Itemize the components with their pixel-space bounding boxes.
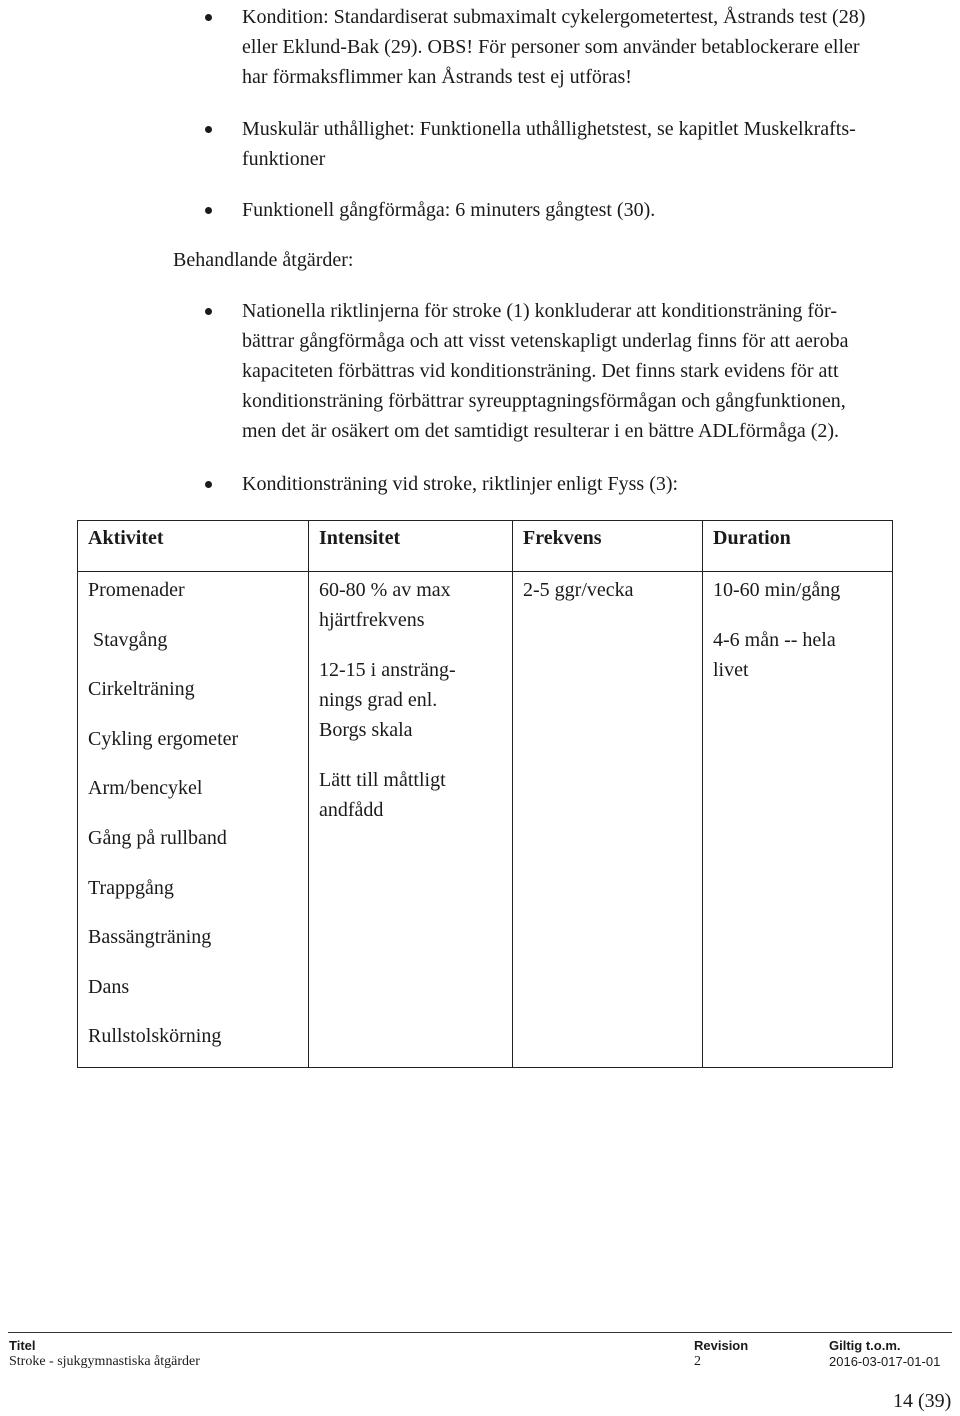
activity-item: Cirkelträning (88, 678, 195, 701)
activity-item: Arm/bencykel (88, 777, 203, 800)
frequency-item: 2-5 ggr/vecka (523, 579, 634, 601)
intensity-item: Lätt till måttligt andfådd (319, 769, 446, 821)
intensity-item: 12-15 i ansträng- nings grad enl. Borgs skala (319, 659, 456, 741)
table-row (78, 572, 893, 1068)
bullet-dot-icon (205, 308, 212, 315)
bullet-gangformaga: Funktionell gångförmåga: 6 minuters gångtest (30). (242, 195, 954, 225)
footer-revision-value: 2 (694, 1354, 701, 1369)
footer-divider (8, 1332, 952, 1333)
bullet-dot-icon (205, 126, 212, 133)
activity-item: Cykling ergometer (88, 727, 239, 750)
bullet-dot-icon (205, 207, 212, 214)
intensity-cell (309, 572, 513, 1068)
bullet-kondition: Kondition: Standardiserat submaximalt cykelergometertest, Åstrands test (28) eller Eklund-Bak (29). OBS! För personer som använder betablockerare eller har förmaksflimmer kan Åstrands test ej utföras! (242, 2, 954, 92)
activity-item: Rullstolskörning (88, 1025, 222, 1048)
footer-revision-label: Revision (694, 1338, 749, 1353)
bullet-dot-icon (205, 14, 212, 21)
bullet-muskular: Muskulär uthållighet: Funktionella uthållighetstest, se kapitlet Muskelkrafts- funktioner (242, 114, 954, 174)
duration-item: 10-60 min/gång (713, 579, 841, 601)
activity-item: Dans (88, 975, 130, 998)
activity-item: Promenader (88, 579, 185, 601)
intensity-item: 60-80 % av max hjärtfrekvens (319, 579, 451, 631)
duration-item: 4-6 mån -- hela livet (713, 629, 836, 681)
bullet-riktlinjer: Nationella riktlinjerna för stroke (1) konkluderar att konditionsträning för- bättrar gångförmåga och att visst vetenskapligt underlag finns för att aeroba kapaciteten förbättras vid konditionsträning. Det finns stark evidens för att konditionsträning förbättrar syreupptagningsförmågan och gångfunktionen, men det är osäkert om det samtidigt resulterar i en bättre ADLförmåga (2). (242, 296, 954, 446)
header-frekvens: Frekvens (513, 521, 703, 572)
activity-item: Trappgång (88, 876, 174, 899)
header-duration: Duration (703, 521, 893, 572)
frequency-cell (513, 572, 703, 1068)
activity-table (77, 520, 893, 1068)
bullet-dot-icon (205, 481, 212, 488)
table-header-row (78, 521, 893, 572)
footer-valid-label: Giltig t.o.m. (829, 1338, 901, 1353)
activity-cell (78, 572, 309, 1068)
footer-title-value: Stroke - sjukgymnastiska åtgärder (9, 1354, 200, 1369)
bullet-fyss: Konditionsträning vid stroke, riktlinjer enligt Fyss (3): (242, 469, 954, 499)
header-aktivitet: Aktivitet (78, 521, 309, 572)
header-intensitet: Intensitet (309, 521, 513, 572)
duration-cell (703, 572, 893, 1068)
footer-title-label: Titel (9, 1338, 36, 1353)
page-number: 14 (39) (893, 1390, 952, 1412)
activity-item: Bassängträning (88, 926, 212, 949)
activity-item: Gång på rullband (88, 826, 227, 849)
section-heading: Behandlande åtgärder: (173, 249, 354, 271)
activity-item: Stavgång (88, 628, 168, 651)
footer-valid-value: 2016-03-017-01-01 (829, 1354, 941, 1369)
